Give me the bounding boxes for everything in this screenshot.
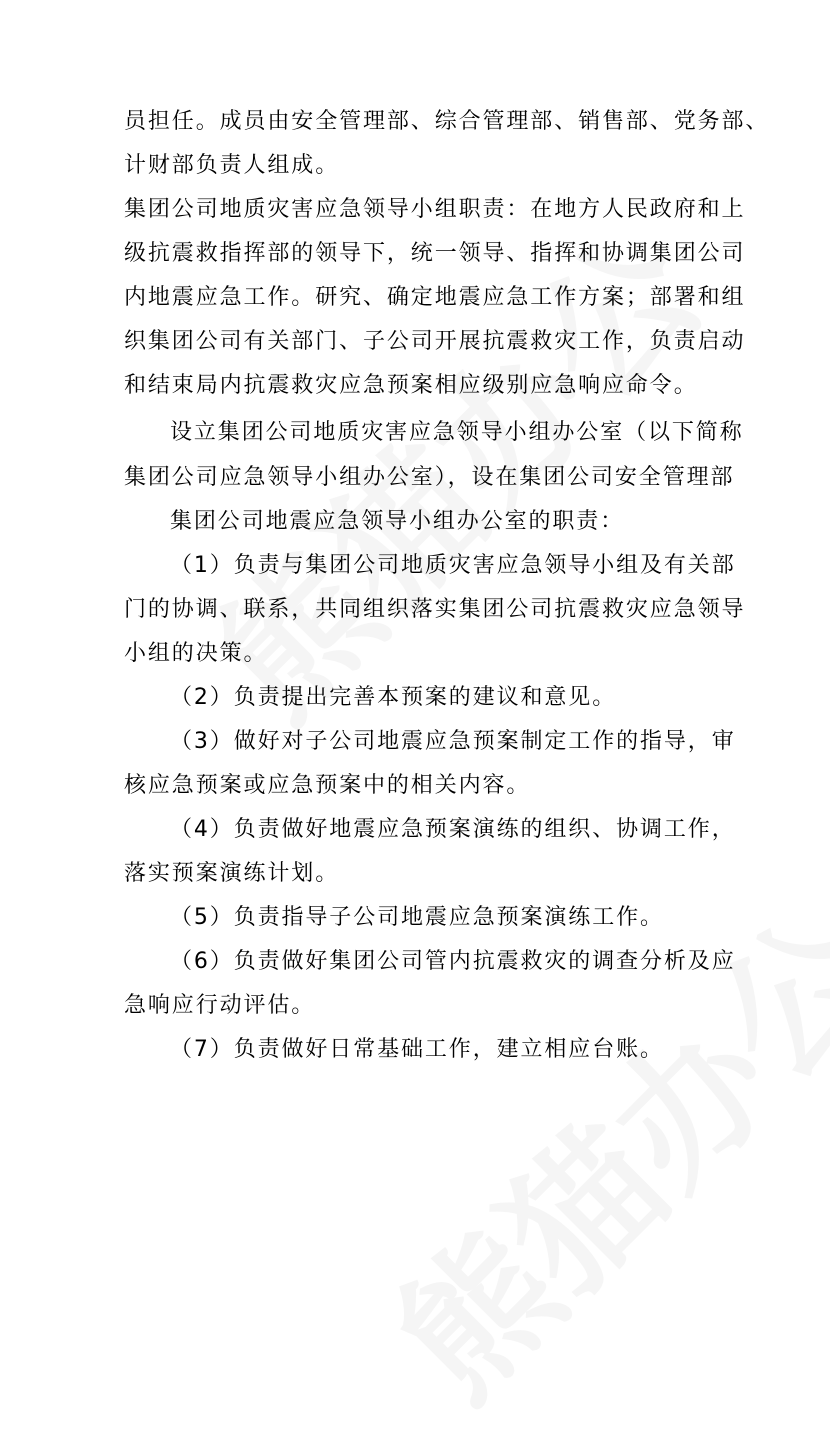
watermark-text — [342, 859, 830, 1436]
paragraph-line: （1）负责与集团公司地质灾害应急领导小组及有关部 — [170, 553, 736, 578]
paragraph-line: 织集团公司有关部门、子公司开展抗震救灾工作，负责启动 — [124, 329, 746, 354]
paragraph-line: （2）负责提出完善本预案的建议和意见。 — [170, 685, 617, 710]
paragraph-line: 落实预案演练计划。 — [124, 861, 340, 886]
paragraph-line: 门的协调、联系，共同组织落实集团公司抗震救灾应急领导 — [124, 597, 746, 622]
paragraph-line: 内地震应急工作。研究、确定地震应急工作方案；部署和组 — [124, 285, 746, 310]
paragraph-line: （6）负责做好集团公司管内抗震救灾的调查分析及应 — [170, 949, 736, 974]
paragraph-line: 核应急预案或应急预案中的相关内容。 — [124, 773, 531, 798]
paragraph-line: 急响应行动评估。 — [124, 993, 316, 1018]
paragraph-line: 集团公司地质灾害应急领导小组职责：在地方人民政府和上 — [124, 197, 746, 222]
paragraph-line: （4）负责做好地震应急预案演练的组织、协调工作， — [170, 817, 736, 842]
paragraph-line: 级抗震救指挥部的领导下，统一领导、指挥和协调集团公司 — [124, 241, 746, 266]
paragraph-line: （7）负责做好日常基础工作，建立相应台账。 — [170, 1037, 664, 1062]
paragraph-line: 设立集团公司地质灾害应急领导小组办公室（以下简称 — [170, 420, 744, 445]
paragraph-line: 集团公司应急领导小组办公室），设在集团公司安全管理部 — [124, 465, 735, 490]
paragraph-line: 小组的决策。 — [124, 641, 268, 666]
paragraph-line: 员担任。成员由安全管理部、综合管理部、销售部、党务部、 — [124, 109, 770, 134]
paragraph-line: 和结束局内抗震救灾应急预案相应级别应急响应命令。 — [124, 373, 698, 398]
paragraph-line: （3）做好对子公司地震应急预案制定工作的指导，审 — [170, 729, 736, 754]
paragraph-line: 集团公司地震应急领导小组办公室的职责： — [170, 509, 625, 534]
paragraph-line: 计财部负责人组成。 — [124, 153, 340, 178]
paragraph-line: （5）负责指导子公司地震应急预案演练工作。 — [170, 905, 664, 930]
